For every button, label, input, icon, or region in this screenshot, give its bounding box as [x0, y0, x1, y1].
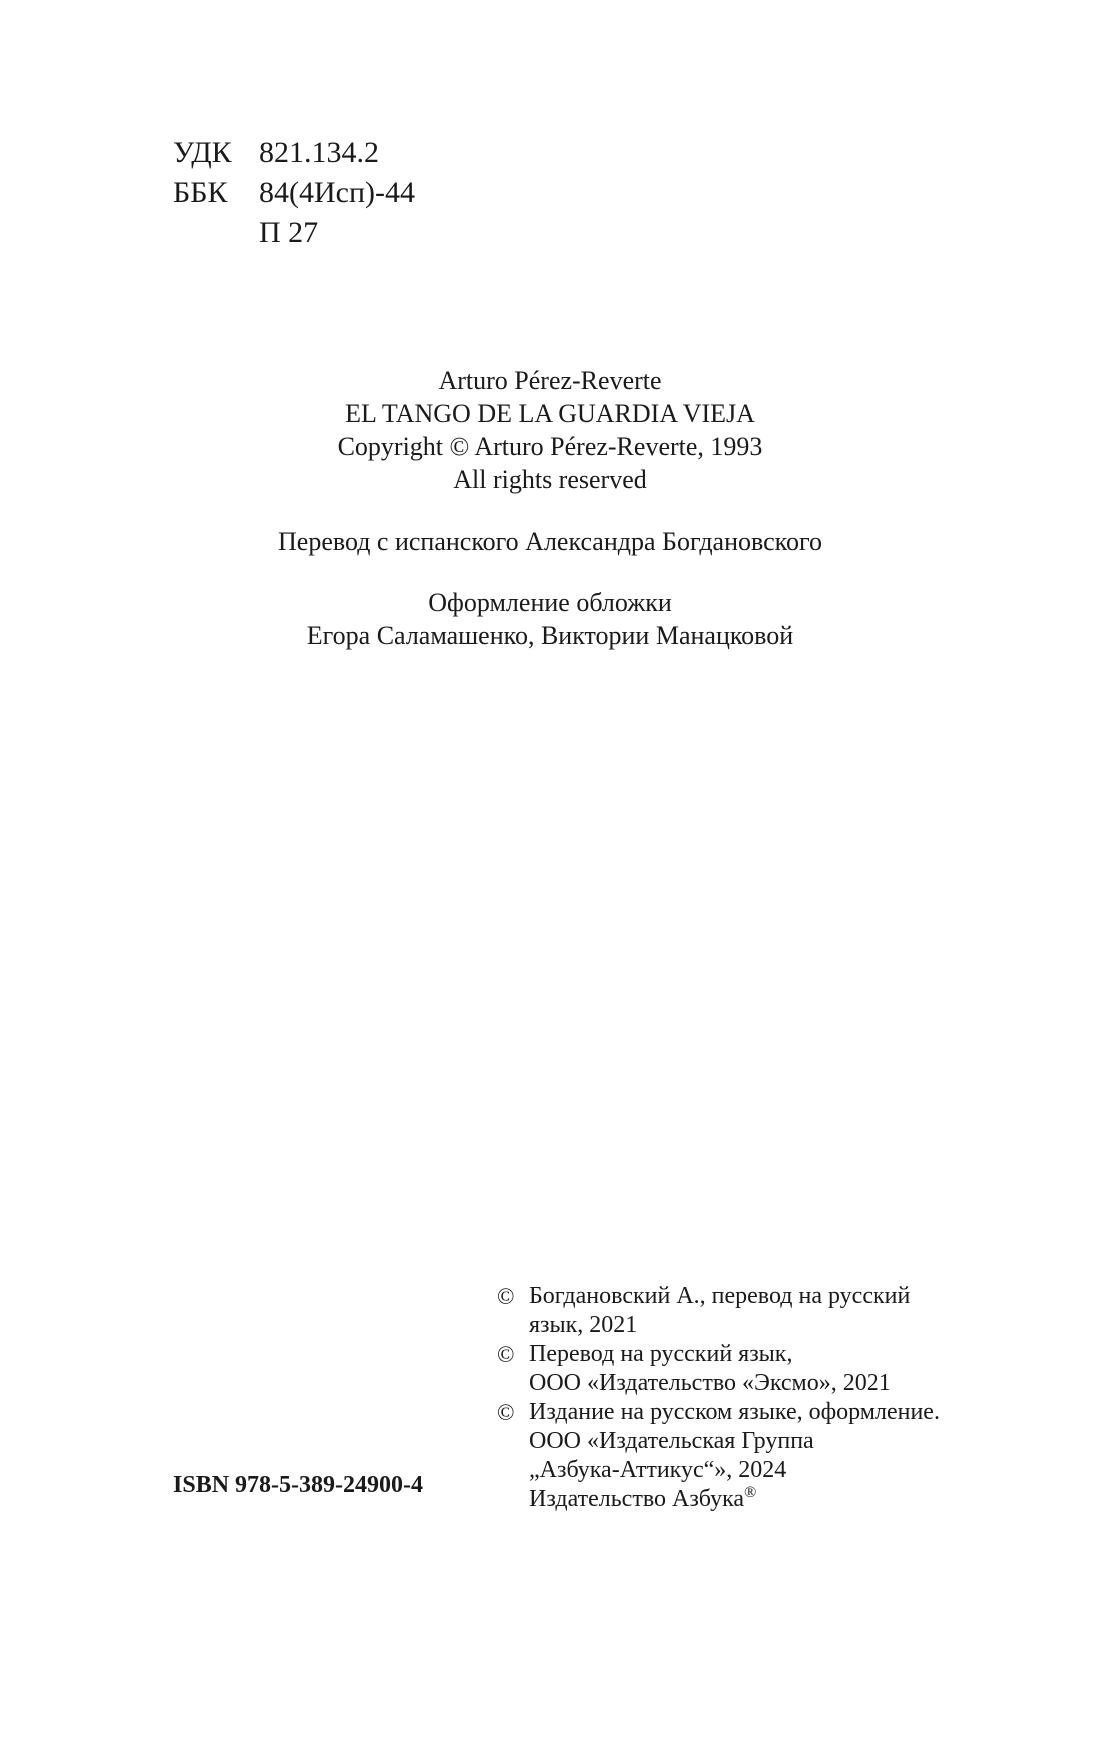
author-sign-row	[173, 213, 415, 253]
udk-key: УДК	[173, 136, 232, 169]
bbk-value: 84(4Исп)-44	[259, 176, 416, 209]
copyright-symbol: ©	[497, 1342, 515, 1367]
copyright-line: язык, 2021	[529, 1312, 638, 1338]
publisher-name: Издательство Азбука	[529, 1486, 745, 1512]
copyright-entry-eksmo	[497, 1340, 940, 1398]
bbk-key: ББК	[173, 176, 228, 209]
original-edition-block	[0, 364, 1100, 496]
cover-design-line1: Оформление обложки	[428, 588, 672, 617]
copyright-symbol: ©	[497, 1284, 515, 1309]
translation-credit: Перевод с испанского Александра Богдановского	[278, 527, 822, 556]
copyright-line: Богдановский А., перевод на русский	[529, 1283, 911, 1309]
copyright-entry-azbuka	[497, 1398, 940, 1514]
copyright-line: Перевод на русский язык,	[529, 1341, 793, 1367]
copyright-symbol: ©	[497, 1400, 515, 1425]
copyright-line: ООО «Издательская Группа	[529, 1428, 814, 1454]
copyright-block	[497, 1282, 940, 1514]
original-rights: All rights reserved	[453, 465, 647, 494]
classification-block	[173, 133, 415, 253]
author-sign: П 27	[259, 216, 319, 249]
bbk-row	[173, 173, 415, 213]
udk-row	[173, 133, 415, 173]
original-copyright: Copyright © Arturo Pérez-Reverte, 1993	[337, 432, 763, 461]
original-title: EL TANGO DE LA GUARDIA VIEJA	[345, 399, 755, 428]
registered-mark: ®	[744, 1484, 757, 1501]
copyright-entry-translator	[497, 1282, 940, 1340]
cover-design-credit	[0, 586, 1100, 652]
copyright-line: ООО «Издательство «Эксмо», 2021	[529, 1370, 891, 1396]
cover-design-line2: Егора Саламашенко, Виктории Манацковой	[306, 621, 794, 650]
udk-value: 821.134.2	[259, 136, 379, 169]
isbn: ISBN 978-5-389-24900-4	[173, 1472, 423, 1498]
copyright-line: „Азбука-Аттикус“», 2024	[529, 1457, 787, 1483]
original-author: Arturo Pérez-Reverte	[438, 366, 662, 395]
copyright-line-publisher	[529, 1485, 940, 1514]
copyright-line: Издание на русском языке, оформление.	[529, 1399, 940, 1425]
